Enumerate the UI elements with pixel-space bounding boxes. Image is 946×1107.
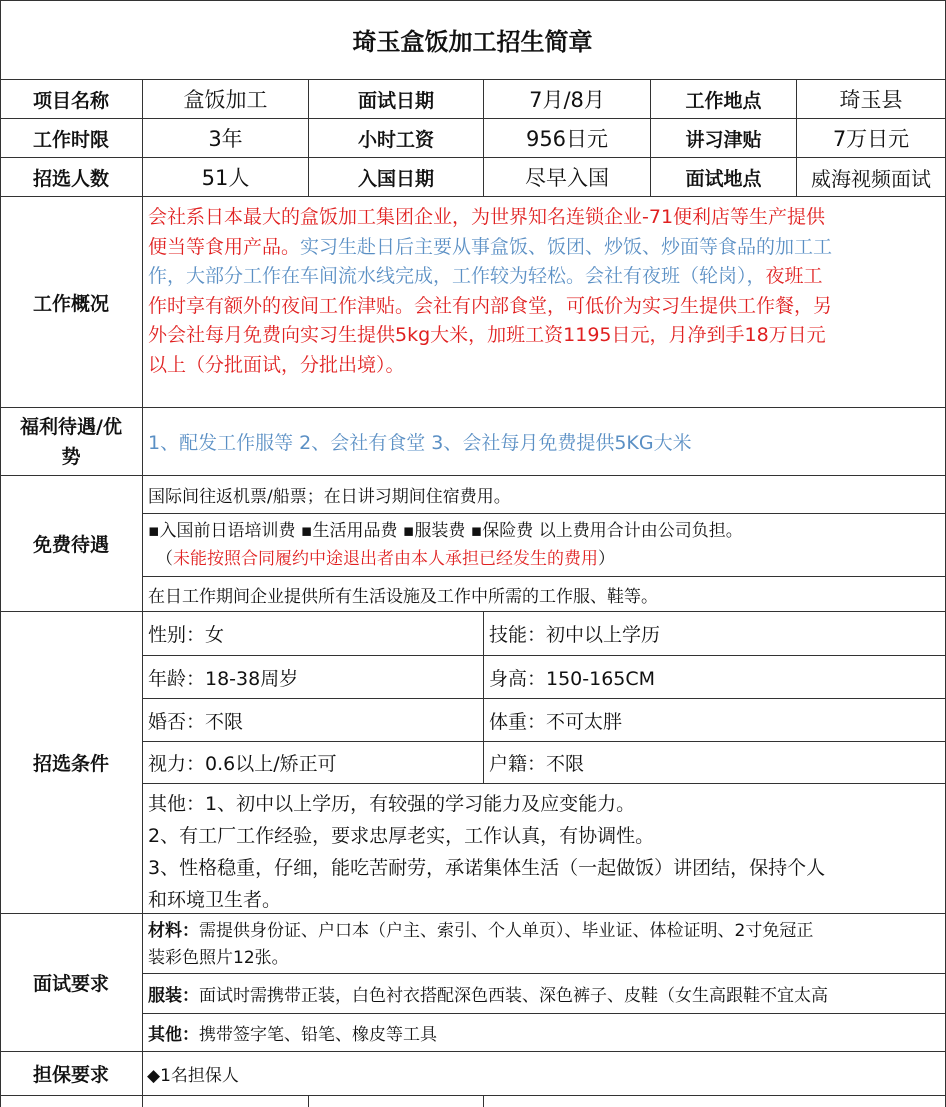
condition-other-1: 其他：1、初中以上学历，有较强的学习能力及应变能力。 (148, 793, 636, 815)
interview-date-label: 面试日期 (309, 80, 484, 119)
overview-line (148, 233, 942, 263)
benefits-text: 1、配发工作服等 2、会社有食堂 3、会社每月免费提供5KG大米 (143, 408, 946, 476)
work-term-label: 工作时限 (0, 119, 143, 158)
interview-clothing (143, 974, 946, 1014)
free-label: 免费待遇 (0, 476, 143, 612)
conditions-label: 招选条件 (0, 612, 143, 914)
free-lines-2-3 (143, 514, 946, 577)
free-line1: 国际间往返机票/船票；在日讲习期间住宿费用。 (143, 476, 946, 514)
other-label: 其他： (148, 1025, 199, 1045)
free-line3-red: 未能按照合同履约中途退出者由本人承担已经发生的费用 (173, 549, 598, 569)
recruit-count-value: 51人 (143, 158, 309, 197)
condition-hukou: 户籍：不限 (484, 742, 946, 784)
benefits-label-line1: 福利待遇/优 (20, 415, 122, 438)
free-line3 (148, 545, 945, 573)
overview-label: 工作概况 (0, 197, 143, 408)
condition-other (143, 784, 946, 914)
overview-line (148, 262, 942, 292)
condition-marriage: 婚否：不限 (143, 699, 484, 742)
work-term-value: 3年 (143, 119, 309, 158)
overview-line (148, 351, 942, 381)
benefits-label-line2: 势 (61, 445, 81, 468)
interview-materials (143, 914, 946, 974)
materials-line1: 需提供身份证、户口本（户主、索引、个人单页）、毕业证、体检证明、2寸免冠正 (199, 921, 814, 941)
overview-segment: 以上（分批面试，分批出境）。 (148, 353, 405, 376)
work-location-value: 琦玉县 (797, 80, 946, 119)
condition-skill: 技能：初中以上学历 (484, 612, 946, 656)
materials-line2: 装彩色照片12张。 (148, 948, 289, 968)
overview-segment: 作时享有额外的夜间工作津贴。会社有内部食堂，可低价为实习生提供工作餐，另 (148, 294, 833, 317)
overview-segment: 实习生赴日后主要从事盒饭、饭团、炒饭、炒面等食品的加工工 (300, 235, 833, 258)
interview-label: 面试要求 (0, 914, 143, 1052)
condition-gender: 性别：女 (143, 612, 484, 656)
overview-line (148, 203, 942, 233)
guarantee-value: ◆1名担保人 (143, 1052, 946, 1096)
free-line2: ▪入国前日语培训费 ▪生活用品费 ▪服装费 ▪保险费 以上费用合计由公司负担。 (148, 521, 743, 541)
project-name-value: 盒饭加工 (143, 80, 309, 119)
free-line4: 在日工作期间企业提供所有生活设施及工作中所需的工作服、鞋等。 (143, 577, 946, 612)
interview-other (143, 1014, 946, 1052)
hourly-wage-value: 956日元 (484, 119, 651, 158)
bottom-row-cell-4 (484, 1096, 946, 1107)
bottom-row-cell-3 (309, 1096, 484, 1107)
hourly-wage-label: 小时工资 (309, 119, 484, 158)
condition-height: 身高：150-165CM (484, 656, 946, 699)
entry-date-label: 入国日期 (309, 158, 484, 197)
overview-segment: 会社系日本最大的盒饭加工集团企业，为世界知名连锁企业-71便利店等生产提供 (148, 206, 826, 228)
condition-other-4: 和环境卫生者。 (148, 889, 282, 911)
bottom-row-cell-1 (0, 1096, 143, 1107)
overview-line (148, 292, 942, 322)
overview-segment: 夜班工 (765, 265, 823, 287)
work-location-label: 工作地点 (651, 80, 797, 119)
training-allowance-label: 讲习津贴 (651, 119, 797, 158)
training-allowance-value: 7万日元 (797, 119, 946, 158)
page-title: 琦玉盒饭加工招生简章 (0, 0, 946, 80)
interview-place-value: 威海视频面试 (797, 158, 946, 197)
project-name-label: 项目名称 (0, 80, 143, 119)
free-line3-close: ） (598, 549, 615, 569)
free-line3-open: （ (156, 549, 173, 569)
benefits-label (0, 408, 143, 476)
overview-segment: 便当等食用产品。 (148, 235, 301, 258)
condition-weight: 体重：不可太胖 (484, 699, 946, 742)
overview-line (148, 321, 942, 351)
overview-segment: 作，大部分工作在车间流水线完成，工作较为轻松。会社有夜班（轮岗）， (148, 265, 766, 287)
clothing-label: 服装： (148, 986, 199, 1006)
recruit-count-label: 招选人数 (0, 158, 143, 197)
condition-vision: 视力：0.6以上/矫正可 (143, 742, 484, 784)
interview-date-value: 7月/8月 (484, 80, 651, 119)
interview-place-label: 面试地点 (651, 158, 797, 197)
condition-other-3: 3、性格稳重，仔细，能吃苦耐劳，承诺集体生活（一起做饭）讲团结，保持个人 (148, 857, 826, 879)
condition-other-2: 2、有工厂工作经验，要求忠厚老实，工作认真，有协调性。 (148, 825, 655, 847)
bottom-row-cell-2 (143, 1096, 309, 1107)
other-text: 携带签字笔、铅笔、橡皮等工具 (199, 1025, 437, 1045)
clothing-text: 面试时需携带正装，白色衬衣搭配深色西装、深色裤子、皮鞋（女生高跟鞋不宜太高 (199, 986, 828, 1006)
guarantee-label: 担保要求 (0, 1052, 143, 1096)
entry-date-value: 尽早入国 (484, 158, 651, 197)
overview-segment: 外会社每月免费向实习生提供5kg大米，加班工资1195日元，月净到手18万日元 (148, 324, 826, 346)
overview-text (143, 197, 946, 408)
condition-age: 年龄：18-38周岁 (143, 656, 484, 699)
materials-label: 材料： (148, 921, 199, 941)
